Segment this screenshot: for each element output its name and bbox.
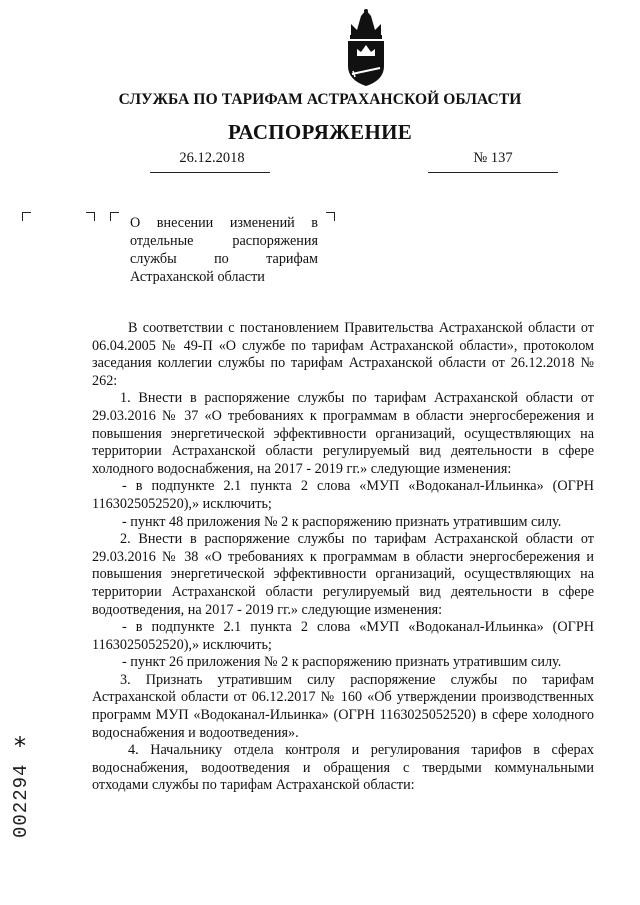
subject-line: О внесении изменений в bbox=[130, 215, 318, 231]
date-underline bbox=[150, 172, 270, 173]
document-date: 26.12.2018 bbox=[179, 150, 245, 166]
document-body bbox=[92, 320, 594, 795]
body-paragraph: - в подпункте 2.1 пункта 2 слова «МУП «Водоканал-Ильинка» (ОГРН 1163025052520),» исключить; bbox=[92, 619, 594, 653]
corner-mark-left bbox=[22, 212, 31, 221]
body-paragraph: - в подпункте 2.1 пункта 2 слова «МУП «Водоканал-Ильинка» (ОГРН 1163025052520),» исключить; bbox=[92, 478, 594, 512]
margin-asterisk: * bbox=[14, 732, 26, 760]
body-paragraph: - пункт 26 приложения № 2 к распоряжению признать утратившим силу. bbox=[122, 654, 562, 671]
corner-mark-subject-left-b bbox=[110, 212, 119, 221]
organization-name: СЛУЖБА ПО ТАРИФАМ АСТРАХАНСКОЙ ОБЛАСТИ bbox=[118, 91, 522, 108]
subject-line: Астраханской области bbox=[130, 269, 265, 285]
subject-line: службы по тарифам bbox=[130, 251, 318, 267]
corner-mark-subject-left-a bbox=[86, 212, 95, 221]
body-paragraph: 3. Признать утратившим силу распоряжение службы по тарифам Астраханской области от 06.12.2017 № 160 «Об утверждении производственных программ МУП «Водоканал-Ильинка» (ОГРН 1163025052520) в сфере холодного водоснабжения и водоотведения». bbox=[92, 671, 594, 741]
coat-of-arms-icon bbox=[341, 8, 391, 88]
subject-block bbox=[130, 214, 318, 286]
body-paragraph: В соответствии с постановлением Правительства Астраханской области от 06.04.2005 № 49-П «О службе по тарифам Астраханской области», протоколом заседания коллегии службы по тарифам Астраханской области от 26.12.2018 № 262: bbox=[92, 320, 594, 389]
document-type-title: РАСПОРЯЖЕНИЕ bbox=[227, 120, 413, 144]
body-paragraph: 1. Внести в распоряжение службы по тарифам Астраханской области от 29.03.2016 № 37 «О требованиях к программам в области энергосбережения и повышения энергетической эффективности организаций, осуществляющих на территории Астраханской области регулируемый вид деятельности в сфере холодного водоснабжения, на 2017 - 2019 гг.» следующие изменения: bbox=[92, 390, 594, 477]
registration-number: 002294 bbox=[10, 763, 32, 838]
corner-mark-subject-right bbox=[326, 212, 335, 221]
subject-line: отдельные распоряжения bbox=[130, 233, 318, 249]
document-number: № 137 bbox=[473, 150, 513, 166]
body-paragraph: 4. Начальнику отдела контроля и регулирования тарифов в сферах водоснабжения, водоотведения и обращения с твердыми коммунальными отходами службы по тарифам Астраханской области: bbox=[92, 742, 594, 794]
number-underline bbox=[428, 172, 558, 173]
body-paragraph: 2. Внести в распоряжение службы по тарифам Астраханской области от 29.03.2016 № 38 «О требованиях к программам в области энергосбережения и повышения энергетической эффективности организаций, осуществляющих на территории Астраханской области регулируемый вид деятельности в сфере водоотведения, на 2017 - 2019 гг.» следующие изменения: bbox=[92, 531, 594, 618]
body-paragraph: - пункт 48 приложения № 2 к распоряжению признать утратившим силу. bbox=[122, 513, 562, 530]
